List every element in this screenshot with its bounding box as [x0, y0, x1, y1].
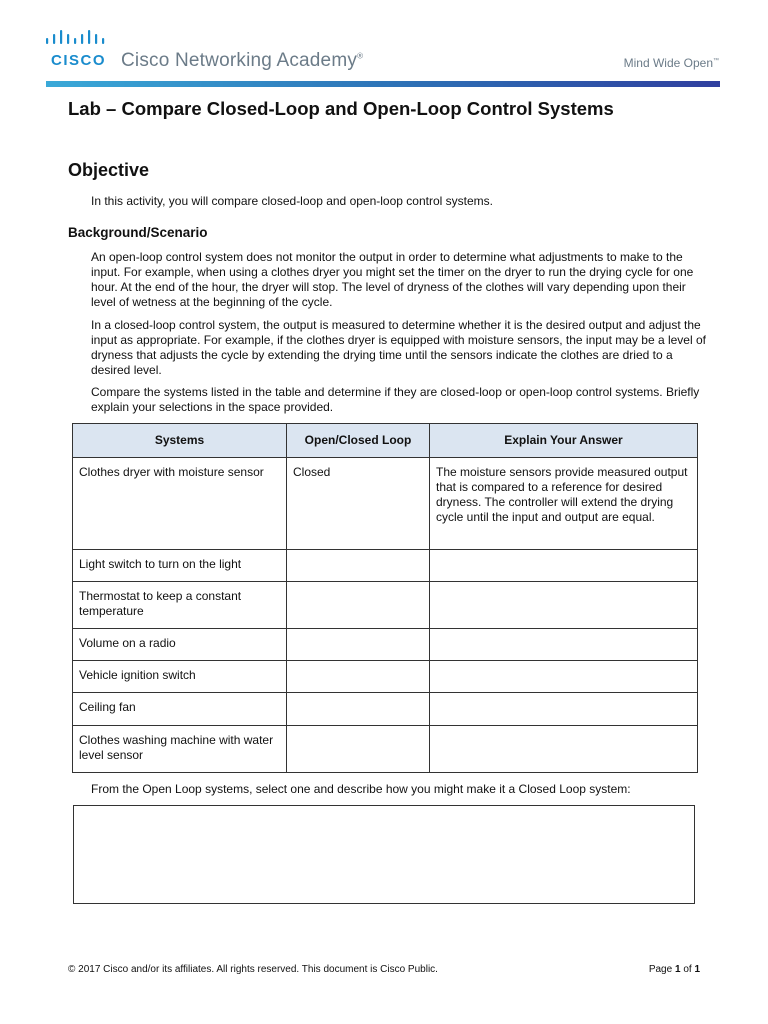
explanation-cell[interactable]	[430, 582, 698, 629]
explanation-cell[interactable]	[430, 693, 698, 726]
loop-cell[interactable]	[287, 661, 430, 693]
closed-loop-prompt: From the Open Loop systems, select one and describe how you might make it a Closed Loop system:	[91, 782, 631, 796]
objective-heading: Objective	[68, 160, 150, 180]
table-row	[73, 693, 698, 726]
system-cell: Clothes washing machine with water level sensor	[73, 726, 287, 773]
system-cell: Vehicle ignition switch	[73, 661, 287, 693]
explanation-cell[interactable]	[430, 726, 698, 773]
objective-text: In this activity, you will compare closed-loop and open-loop control systems.	[91, 194, 493, 208]
page-title: Lab – Compare Closed-Loop and Open-Loop Control Systems	[68, 98, 614, 119]
tagline	[624, 56, 719, 70]
table-row	[73, 550, 698, 582]
page-current: 1	[674, 964, 681, 975]
copyright-notice: © 2017 Cisco and/or its affiliates. All rights reserved. This document is Cisco Public.	[68, 964, 438, 975]
explanation-cell[interactable]	[430, 629, 698, 661]
system-cell: Volume on a radio	[73, 629, 287, 661]
background-heading: Background/Scenario	[68, 225, 208, 240]
page-prefix: Page	[648, 964, 673, 975]
table-row	[73, 629, 698, 661]
registered-mark: ®	[357, 51, 364, 61]
page-of: of	[683, 964, 692, 975]
brand-name	[121, 50, 363, 72]
system-cell: Clothes dryer with moisture sensor	[73, 458, 287, 550]
loop-cell[interactable]: Closed	[287, 458, 430, 550]
table-row	[73, 582, 698, 629]
explanation-cell[interactable]: The moisture sensors provide measured output that is compared to a reference for desired dryness. The controller will extend the drying cycle until the input and output are equal.	[430, 458, 698, 550]
brand-text: Cisco Networking Academy	[121, 50, 358, 71]
system-cell: Light switch to turn on the light	[73, 550, 287, 582]
column-header-systems: Systems	[73, 424, 287, 458]
column-header-loop: Open/Closed Loop	[287, 424, 430, 458]
table-row	[73, 661, 698, 693]
background-paragraph-1: An open-loop control system does not monitor the output in order to determine what adjustments to make to the input. For example, when using a clothes dryer you might set the timer on the dryer to run the drying cycle for one hour. At the end of the hour, the dryer will stop. The level of dryness of the clothes will vary depending upon their level of wetness at the beginning of the cycle.	[91, 250, 694, 309]
loop-cell[interactable]	[287, 629, 430, 661]
explanation-cell[interactable]	[430, 661, 698, 693]
table-header-row	[73, 424, 698, 458]
loop-cell[interactable]	[287, 693, 430, 726]
header-divider	[46, 81, 720, 87]
system-cell: Thermostat to keep a constant temperature	[73, 582, 287, 629]
loop-cell[interactable]	[287, 582, 430, 629]
table-row	[73, 458, 698, 550]
table-row	[73, 726, 698, 773]
tagline-text: Mind Wide Open	[623, 56, 713, 70]
page-total: 1	[694, 964, 700, 975]
cisco-wordmark: CISCO	[51, 52, 107, 69]
page-number	[649, 964, 700, 975]
answer-box[interactable]	[73, 805, 695, 904]
explanation-cell[interactable]	[430, 550, 698, 582]
background-paragraph-3: Compare the systems listed in the table and determine if they are closed-loop or open-loop control systems. Briefly explain your selections in the space provided.	[91, 385, 700, 414]
system-cell: Ceiling fan	[73, 693, 287, 726]
systems-table	[72, 423, 698, 773]
loop-cell[interactable]	[287, 550, 430, 582]
background-paragraph-2: In a closed-loop control system, the output is measured to determine whether it is the desired output and adjust the input as appropriate. For example, if the clothes dryer is equipped with moisture sensors, the input may be a level of dryness that adjusts the cycle by extending the drying time until the sensors indicate the clothes are dried to a desired level.	[91, 318, 706, 377]
trademark-mark: ™	[713, 58, 719, 64]
loop-cell[interactable]	[287, 726, 430, 773]
column-header-explain: Explain Your Answer	[430, 424, 698, 458]
